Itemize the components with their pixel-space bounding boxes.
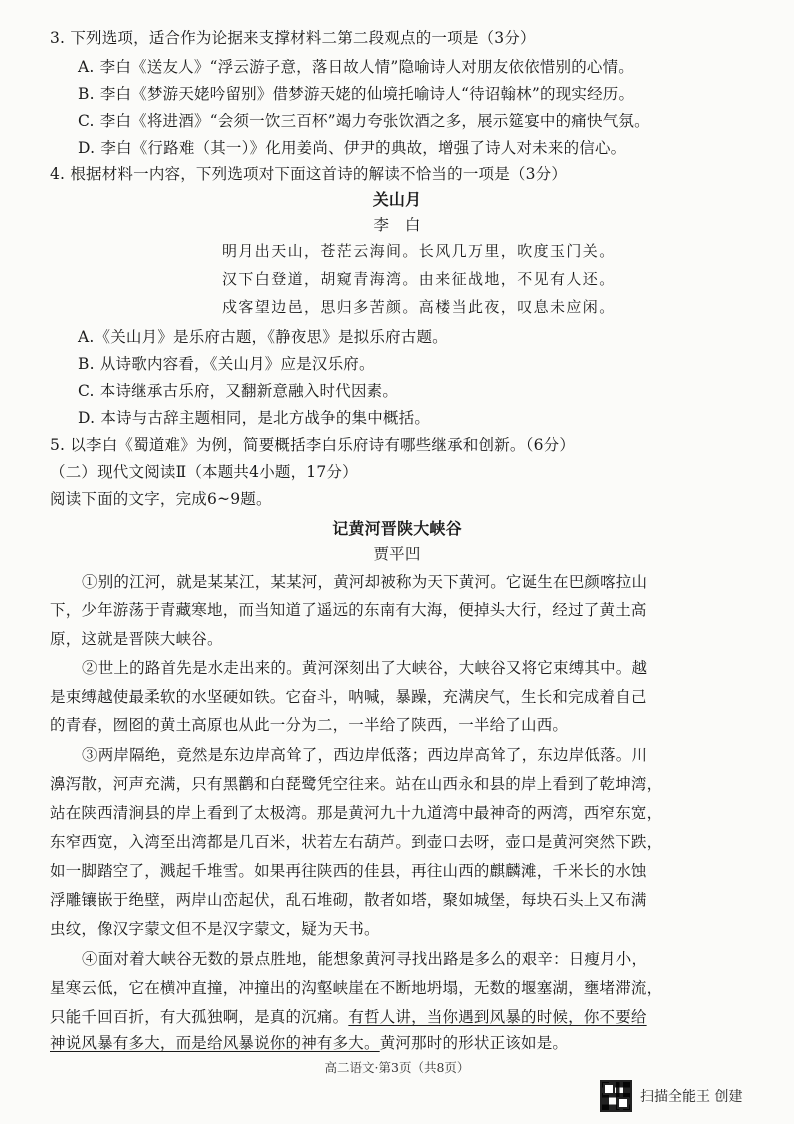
paragraph-line: ③两岸隔绝，竟然是东边岸高耸了，西边岸低落；西边岸高耸了，东边岸低落。川 <box>82 746 648 764</box>
article-author: 贾平凹 <box>373 545 421 563</box>
q4-stem: 4. 根据材料一内容，下列选项对下面这首诗的解读不恰当的一项是（3分） <box>50 165 568 183</box>
underlined-quote: 神说风暴有多大，而是给风暴说你的神有多大。 <box>50 1034 380 1052</box>
paragraph-line: 的青春，囫囵的黄土高原也从此一分为二，一半给了陕西，一半给了山西。 <box>50 716 569 734</box>
paragraph-line: ②世上的路首先是水走出来的。黄河深刻出了大峡谷，大峡谷又将它束缚其中。越 <box>82 659 648 677</box>
poem-line: 戍客望边邑，思归多苦颜。高楼当此夜，叹息未应闲。 <box>222 298 616 316</box>
page-footer: 高二语文·第3页（共8页） <box>324 1060 470 1075</box>
paragraph-line: 下，少年游荡于青藏寒地，而当知道了遥远的东南有大海，便掉头大行，经过了黄土高 <box>50 601 647 619</box>
paragraph-line: 站在陕西清涧县的岸上看到了太极湾。那是黄河九十九道湾中最神奇的两湾，西窄东宽， <box>50 804 663 822</box>
underlined-quote: 有哲人讲，当你遇到风暴的时候，你不要给 <box>348 1008 647 1026</box>
scanner-watermark <box>600 1078 780 1114</box>
qr-code-icon <box>600 1080 632 1112</box>
paragraph-line: ①别的江河，就是某某江，某某河，黄河却被称为天下黄河。它诞生在巴颜喀拉山 <box>82 573 648 591</box>
q3-option-b: B. 李白《梦游天姥吟留别》借梦游天姥的仙境托喻诗人“待诏翰林”的现实经历。 <box>78 85 635 103</box>
paragraph-line <box>50 1007 754 1027</box>
paragraph-line: 浮雕镶嵌于绝壁，两岸山峦起伏，乱石堆砌，散者如塔，聚如城堡，每块石头上又布满 <box>50 891 647 909</box>
paragraph-line: 星寒云低，它在横冲直撞，冲撞出的沟壑峡崖在不断地坍塌，无数的堰塞湖，壅堵滞流， <box>50 979 663 997</box>
section-instruction: 阅读下面的文字，完成6~9题。 <box>50 490 272 508</box>
q3-option-a: A. 李白《送友人》“浮云游子意，落日故人情”隐喻诗人对朋友依依惜别的心情。 <box>78 58 634 76</box>
paragraph-line: 东窄西宽，入湾至出湾都是几百米，状若左右葫芦。到壶口去呀，壶口是黄河突然下跌， <box>50 833 663 851</box>
q4-option-a: A.《关山月》是乐府古题，《静夜思》是拟乐府古题。 <box>78 328 448 346</box>
q3-stem: 3. 下列选项，适合作为论据来支撑材料二第二段观点的一项是（3分） <box>50 29 536 47</box>
section-heading: （二）现代文阅读Ⅱ（本题共4小题，17分） <box>50 463 358 481</box>
paragraph-line: 濞泻散，河声充满，只有黑鹳和白琵鹭凭空往来。站在山西永和县的岸上看到了乾坤湾， <box>50 775 663 793</box>
q4-option-c: C. 本诗继承古乐府，又翻新意融入时代因素。 <box>78 382 399 400</box>
paragraph-line: 虫纹，像汉字蒙文但不是汉字蒙文，疑为天书。 <box>50 920 380 938</box>
paragraph-line: ④面对着大峡谷无数的景点胜地，能想象黄河寻找出路是多么的艰辛：日瘦月小， <box>82 950 648 968</box>
q3-option-c: C. 李白《将进酒》“会须一饮三百杯”竭力夸张饮酒之多，展示筵宴中的痛快气氛。 <box>78 112 650 130</box>
paragraph-line: 如一脚踏空了，溅起千堆雪。如果再往陕西的佳县，再往山西的麒麟滩，千米长的水蚀 <box>50 862 647 880</box>
plain-text: 只能千回百折，有大孤独啊，是真的沉痛。 <box>50 1008 349 1026</box>
paragraph-line: 原，这就是晋陕大峡谷。 <box>50 630 223 648</box>
plain-text: 黄河那时的形状正该如是。 <box>379 1034 569 1052</box>
q4-option-b: B. 从诗歌内容看，《关山月》应是汉乐府。 <box>78 355 375 373</box>
paragraph-line <box>50 1033 754 1053</box>
paragraph-line: 是束缚越使最柔软的水坚硬如铁。它奋斗，呐喊，暴躁，充满戾气，生长和完成着自己 <box>50 688 647 706</box>
scanner-label: 扫描全能王 创建 <box>640 1089 743 1105</box>
article-title: 记黄河晋陕大峡谷 <box>332 519 462 538</box>
poem-author: 李 白 <box>373 216 421 234</box>
q3-option-d: D. 李白《行路难（其一）》化用姜尚、伊尹的典故，增强了诗人对未来的信心。 <box>78 139 627 157</box>
poem-line: 明月出天山，苍茫云海间。长风几万里，吹度玉门关。 <box>222 242 616 260</box>
q4-option-d: D. 本诗与古辞主题相同，是北方战争的集中概括。 <box>78 409 431 427</box>
poem-title: 关山月 <box>372 190 422 209</box>
poem-line: 汉下白登道，胡窥青海湾。由来征战地，不见有人还。 <box>222 270 616 288</box>
q5-stem: 5. 以李白《蜀道难》为例，简要概括李白乐府诗有哪些继承和创新。（6分） <box>50 436 576 454</box>
